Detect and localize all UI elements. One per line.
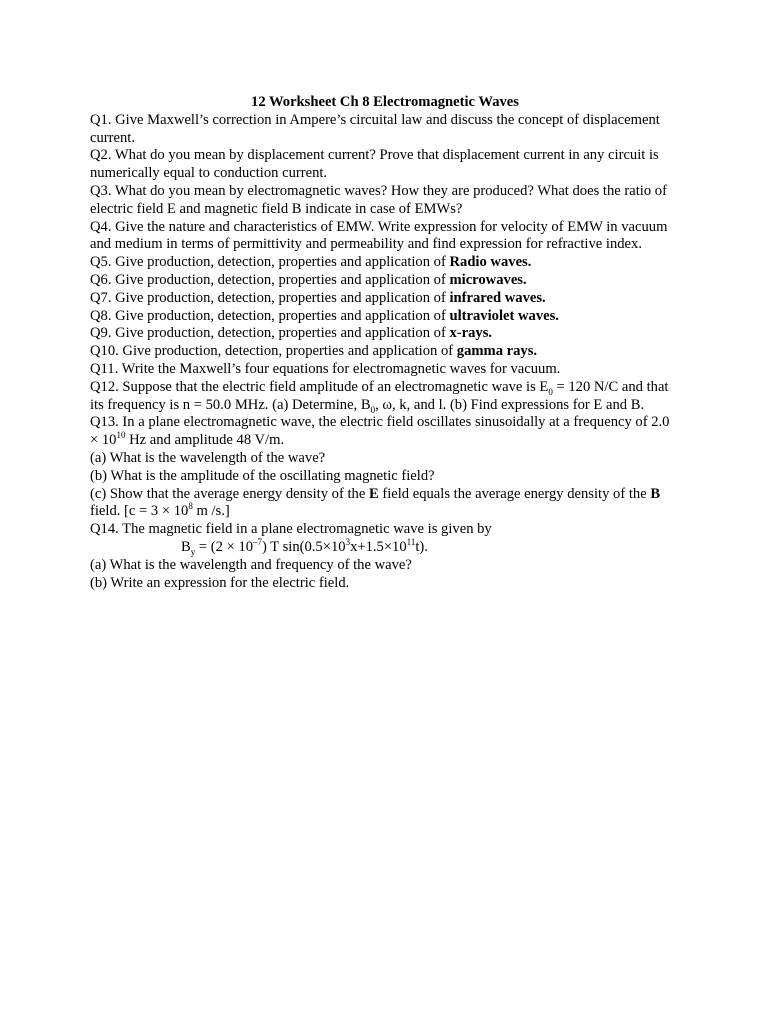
question-8 <box>90 308 680 326</box>
question-13-part-c-1: (c) Show that the average energy density of the <box>90 485 369 502</box>
question-5-text: Q5. Give production, detection, properties and application of <box>90 254 450 271</box>
question-10-text: Q10. Give production, detection, properties and application of <box>90 343 457 360</box>
question-8-text: Q8. Give production, detection, properties and application of <box>90 307 450 324</box>
question-13-text-b: Hz and amplitude 48 V/m. <box>125 432 285 449</box>
question-4: Q4. Give the nature and characteristics of EMW. Write expression for velocity of EMW in vacuum and medium in terms of permittivity and permeability and find expression for refractive index. <box>90 218 668 253</box>
question-12-sub-2: 0 <box>370 404 376 415</box>
question-13-sup: 10 <box>116 430 126 441</box>
question-14-equation <box>90 539 680 557</box>
worksheet-page <box>90 94 680 592</box>
question-13-part-c-4: m /s.] <box>192 503 230 520</box>
question-6 <box>90 272 680 290</box>
eq-part-c: ) T sin(0.5×10 <box>262 538 346 555</box>
eq-part-e: t). <box>415 538 428 555</box>
question-14-part-b: (b) Write an expression for the electric field. <box>90 574 350 591</box>
question-9-topic: x-rays. <box>449 325 493 342</box>
question-6-text: Q6. Give production, detection, properties and application of <box>90 271 450 288</box>
question-8-topic: ultraviolet waves. <box>449 307 559 324</box>
question-13-part-b: (b) What is the amplitude of the oscillating magnetic field? <box>90 467 435 484</box>
page-title: 12 Worksheet Ch 8 Electromagnetic Waves <box>251 94 519 110</box>
question-12-part-c: , ω, k, and l. (b) Find expressions for E and B. <box>375 396 645 413</box>
question-9-text: Q9. Give production, detection, properties and application of <box>90 325 450 342</box>
question-10 <box>90 343 680 361</box>
question-13-part-a: (a) What is the wavelength of the wave? <box>90 449 326 466</box>
question-5-topic: Radio waves. <box>449 254 532 271</box>
question-1: Q1. Give Maxwell’s correction in Ampere’s circuital law and discuss the concept of displacement current. <box>90 111 660 146</box>
eq-sub-y: y <box>190 546 196 557</box>
question-3: Q3. What do you mean by electromagnetic waves? How they are produced? What does the ratio of electric field E and magnetic field B indicate in case of EMWs? <box>90 182 667 217</box>
question-5 <box>90 254 680 272</box>
question-7-text: Q7. Give production, detection, properties and application of <box>90 289 450 306</box>
eq-part-b: = (2 × 10 <box>195 538 254 555</box>
question-2: Q2. What do you mean by displacement current? Prove that displacement current in any circuit is numerically equal to conduction current. <box>90 147 659 182</box>
question-9 <box>90 325 680 343</box>
question-13-part-c-e: E <box>368 485 379 502</box>
question-14: Q14. The magnetic field in a plane electromagnetic wave is given by <box>90 521 492 538</box>
question-13-part-c-sup: 8 <box>188 501 193 512</box>
eq-b: B <box>181 538 191 555</box>
question-14-part-a: (a) What is the wavelength and frequency of the wave? <box>90 556 412 573</box>
question-13-part-c-3: field. [c = 3 × 10 <box>90 503 189 520</box>
question-13-text-a: Q13. In a plane electromagnetic wave, the electric field oscillates sinusoidally at a frequency of 2.0 × 10 <box>90 414 670 449</box>
question-13 <box>90 414 680 450</box>
eq-sup-1: –7 <box>253 537 263 548</box>
question-7 <box>90 290 680 308</box>
question-13-part-c <box>90 486 680 522</box>
eq-part-d: x+1.5×10 <box>350 538 407 555</box>
eq-sup-2: 3 <box>345 537 351 548</box>
question-12 <box>90 379 680 415</box>
question-12-part-b: = 120 N/C and that its frequency is n = 50.0 MHz. (a) Determine, B <box>90 378 669 413</box>
question-13-part-c-2: field equals the average energy density of the <box>378 485 651 502</box>
question-11: Q11. Write the Maxwell’s four equations for electromagnetic waves for vacuum. <box>90 360 561 377</box>
question-12-sub-1: 0 <box>548 386 553 397</box>
question-13-part-c-b: B <box>650 485 661 502</box>
question-6-topic: microwaves. <box>449 271 527 288</box>
question-12-part-a: Q12. Suppose that the electric field amplitude of an electromagnetic wave is E <box>90 378 549 395</box>
question-10-topic: gamma rays. <box>456 343 538 360</box>
eq-sup-3: 11 <box>406 537 416 548</box>
question-7-topic: infrared waves. <box>449 289 546 306</box>
